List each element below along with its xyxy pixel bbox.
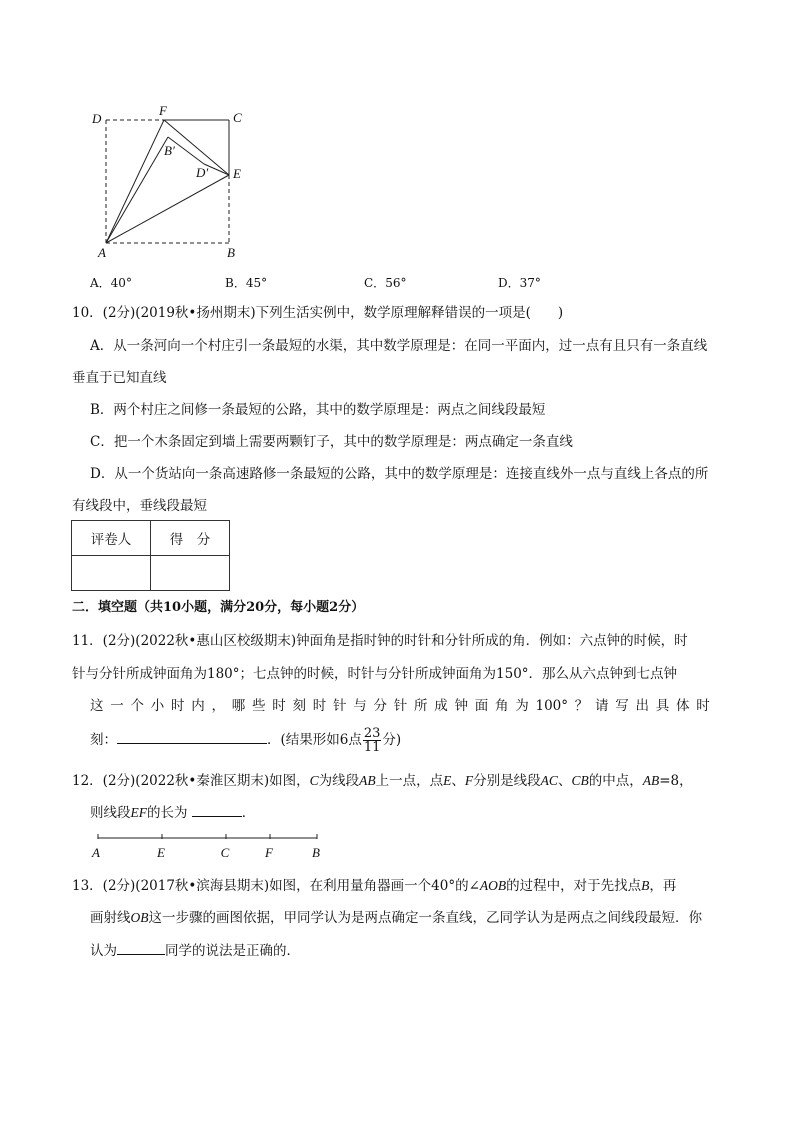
score-table	[71, 520, 230, 591]
point-label-A: A	[92, 845, 100, 860]
q10-option-d-line2: 有线段中，垂线段最短	[72, 498, 207, 514]
q13-line3: 认为 同学的说法是正确的．	[90, 940, 300, 961]
q12-answer-blank[interactable]	[192, 802, 242, 817]
grader-header: 评卷人	[72, 521, 151, 556]
q13-line2: 画射线OB这一步骤的画图依据，甲同学认为是两点确定一条直线，乙同学认为是两点之间线段最短．你	[90, 910, 702, 926]
q9-figure	[80, 100, 260, 265]
q9-option-b: B．45°	[225, 276, 268, 290]
label-E: E	[233, 166, 241, 181]
q10-option-a-line1: A．从一条河向一个村庄引一条最短的水渠，其中数学原理是：在同一平面内，过一点有且只有一条直线	[90, 338, 708, 354]
score-cell[interactable]	[151, 556, 230, 591]
point-label-B: B	[312, 845, 320, 860]
q10-option-c: C．把一个木条固定到墙上需要两颗钉子，其中的数学原理是：两点确定一条直线	[90, 434, 573, 450]
q9-option-d: D．37°	[498, 276, 541, 290]
q12-line1: 12．(2分)(2022秋•秦淮区期末)如图，C为线段AB上一点，点E、F分别是线段AC、CB的中点，AB=8，	[72, 773, 693, 789]
section-2-heading: 二．填空题（共10小题，满分20分，每小题2分）	[72, 600, 365, 615]
q11-fraction: $\frac{23}{11}$	[363, 726, 381, 755]
score-header: 得 分	[151, 521, 230, 556]
q9-option-a: A．40°	[90, 276, 132, 290]
edge-AE	[106, 175, 229, 243]
q9-option-c: C．56°	[364, 276, 407, 290]
q10-option-d-line1: D．从一个货站向一条高速路修一条最短的公路，其中的数学原理是：连接直线外一点与直线上各点的所	[90, 466, 709, 482]
q13-answer-blank[interactable]	[117, 940, 165, 955]
q10-option-b: B．两个村庄之间修一条最短的公路，其中的数学原理是：两点之间线段最短	[90, 402, 546, 418]
label-B-prime: B′	[164, 143, 175, 158]
point-label-E: E	[157, 845, 165, 860]
edge-AF	[106, 120, 164, 243]
q11-line2: 针与分针所成钟面角为180°；七点钟的时候，时针与分针所成钟面角为150°．那么从六点钟到七点钟	[72, 666, 678, 682]
q11-answer-blank[interactable]	[117, 729, 267, 744]
q12-line2: 则线段EF的长为 ．	[90, 802, 255, 823]
label-A: A	[98, 245, 106, 260]
label-B: B	[227, 245, 235, 260]
q13-line1: 13．(2分)(2017秋•滨海县期末)如图，在利用量角器画一个40°的∠AOB的过程中，对于先找点B，再	[72, 878, 677, 894]
label-F: F	[159, 103, 167, 118]
q10-option-a-line2: 垂直于已知直线	[72, 370, 167, 386]
grader-cell[interactable]	[72, 556, 151, 591]
point-label-F: F	[265, 845, 273, 860]
q12-segment-figure	[85, 830, 335, 862]
label-D-prime: D′	[196, 165, 209, 180]
q11-line4: 刻： ．(结果形如6点 $\frac{23}{11}$ 分)	[90, 726, 402, 755]
q11-line1: 11．(2分)(2022秋•惠山区校级期末)钟面角是指时钟的时针和分针所成的角．例如：六点钟的时候，时	[72, 633, 688, 649]
q11-line3: 这 一 个 小 时 内 ， 哪 些 时 刻 时 针 与 分 针 所 成 钟 面 角 为 100° ？ 请 写 出 具 体 时	[90, 698, 710, 714]
edge-AB-prime	[106, 137, 168, 243]
point-label-C: C	[220, 845, 230, 860]
label-D: D	[92, 111, 102, 126]
q10-stem: 10．(2分)(2019秋•扬州期末)下列生活实例中，数学原理解释错误的一项是( )	[72, 305, 564, 321]
label-C: C	[233, 110, 242, 125]
